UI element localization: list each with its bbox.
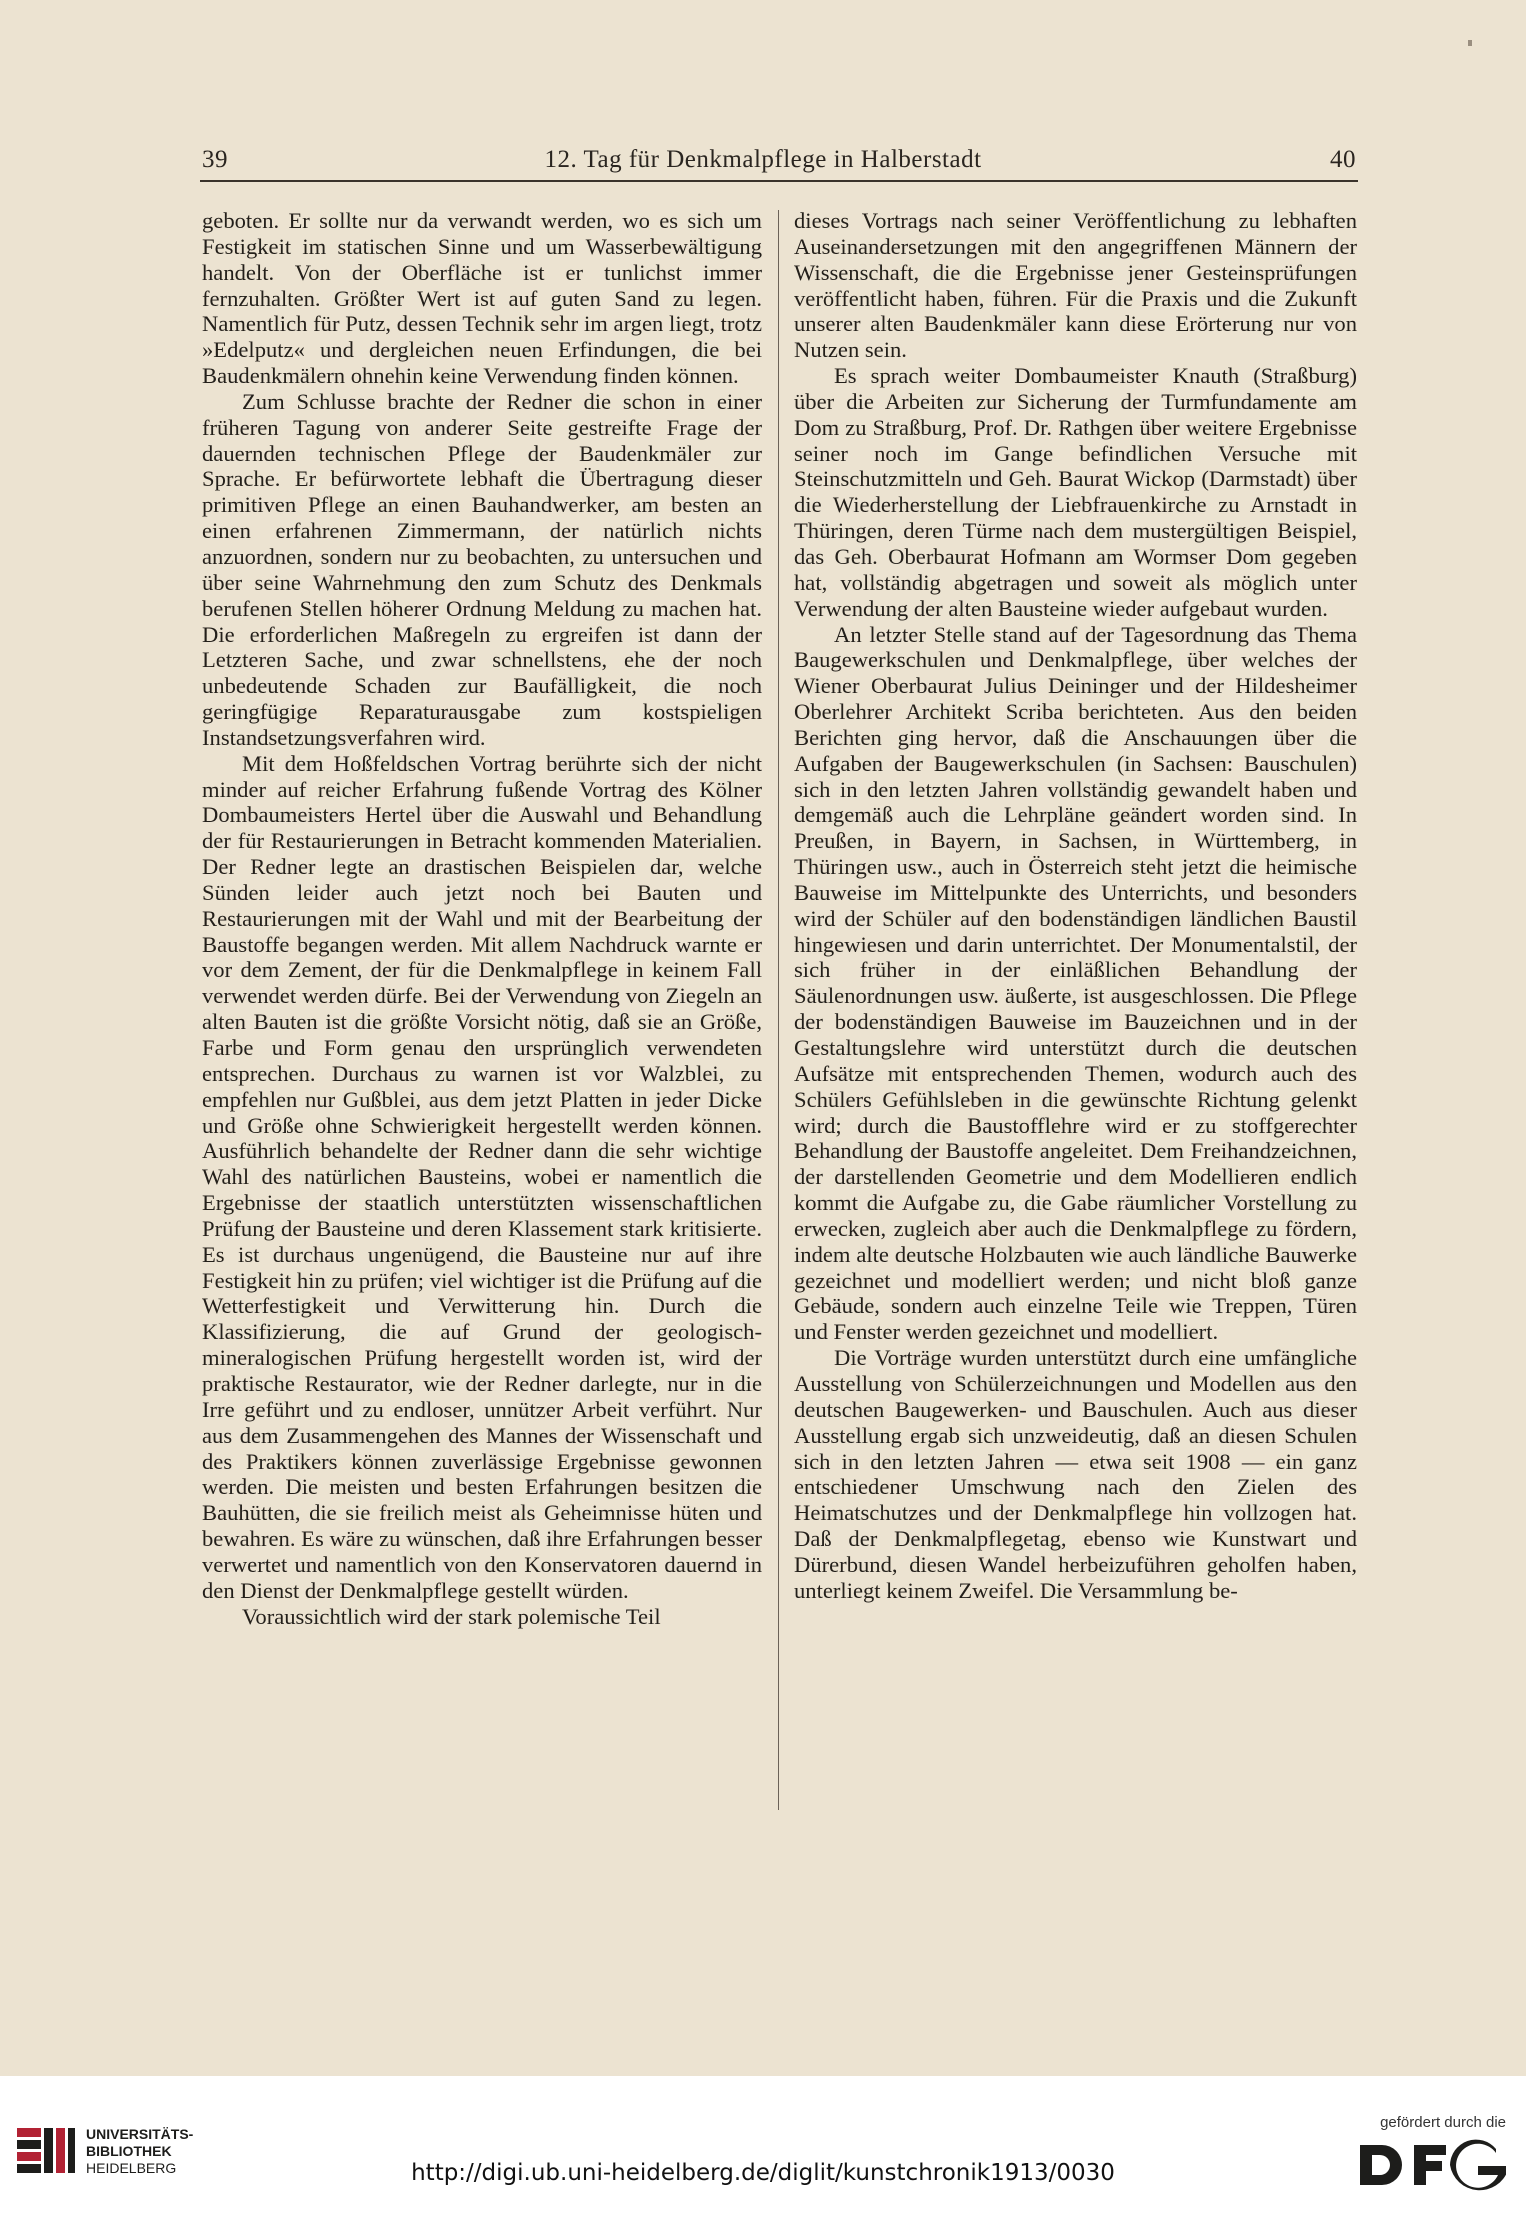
library-name-line: BIBLIOTHEK	[86, 2143, 172, 2159]
dfg-logo-icon	[1356, 2139, 1506, 2191]
funding-branding[interactable]	[1326, 2114, 1506, 2210]
paragraph: Zum Schlusse brachte der Redner die schon in einer früheren Tagung von anderer Seite gestreifte Frage der dauernden technischen Pflege der Baudenkmäler zur Sprache. Er befürwortete lebhaft die Übertragung dieser primitiven Pflege an einen Bauhandwerker, am besten an einen erfahrenen Zimmermann, der natürlich nichts anzuordnen, sondern nur zu beobachten, zu untersuchen und über seine Wahrnehmung den zum Schutz des Denkmals berufenen Stellen höherer Ordnung Meldung zu machen hat. Die erforderlichen Maßregeln zu ergreifen ist dann der Letzteren Sache, und zwar schnellstens, ehe der noch unbedeutende Schaden zur Baufälligkeit, die noch geringfügige Reparaturausgabe zum kostspieligen Instandsetzungsverfahren wird.	[202, 388, 762, 750]
scan-speck	[1468, 40, 1472, 46]
paragraph: dieses Vortrags nach seiner Veröffentlichung zu lebhaften Auseinandersetzungen mit den angegriffenen Männern der Wissenschaft, die die Ergebnisse jener Gesteinsprüfungen veröffentlicht haben, führen. Für die Praxis und die Zukunft unserer alten Baudenkmäler kann diese Erörterung nur von Nutzen sein.	[794, 208, 1357, 363]
paragraph: Mit dem Hoßfeldschen Vortrag berührte sich der nicht minder auf reicher Erfahrung fußende Vortrag des Kölner Dombaumeisters Hertel über die Auswahl und Behandlung der für Restaurierungen in Betracht kommenden Materialien. Der Redner legte an drastischen Beispielen dar, welche Sünden leider auch jetzt noch bei Bauten und Restaurierungen mit der Wahl und mit der Bearbeitung der Baustoffe begangen werden. Mit allem Nachdruck warnte er vor dem Zement, der für die Denkmalpflege in keinem Fall verwendet werden dürfe. Bei der Verwendung von Ziegeln an alten Bauten ist die größte Vorsicht nötig, daß sie an Größe, Farbe und Form genau den ursprünglich verwendeten entsprechen. Durchaus zu warnen ist vor Walzblei, zu empfehlen nur Gußblei, aus dem jetzt Platten in jeder Dicke und Größe ohne Schwierigkeit hergestellt werden können. Ausführlich behandelte der Redner dann die sehr wichtige Wahl des natürlichen Bausteins, wobei er namentlich die Ergebnisse der staatlich unterstützten wissenschaftlichen Prüfung der Bausteine und deren Klassement stark kritisierte. Es ist durchaus ungenügend, die Bausteine nur auf ihre Festigkeit hin zu prüfen; viel wichtiger ist die Prüfung auf die Wetterfestigkeit und Verwitterung hin. Durch die Klassifizierung, die auf Grund der geologisch-mineralogischen Prüfung hergestellt worden ist, wird der praktische Restaurator, wie der Redner darlegte, nur in die Irre geführt und zu endloser, unnützer Arbeit verführt. Nur aus dem Zusammengehen des Mannes der Wissenschaft und des Praktikers können zuverlässige Ergebnisse gewonnen werden. Die meisten und besten Erfahrungen besitzen die Bauhütten, die sie freilich meist als Geheimnisse hüten und bewahren. Es wäre zu wünschen, daß ihre Erfahrungen besser verwertet und namentlich von den Konservatoren dauernd in den Dienst der Denkmalpflege gestellt würden.	[202, 750, 762, 1603]
right-column	[794, 208, 1357, 1604]
paragraph: Voraussichtlich wird der stark polemische Teil	[242, 1603, 661, 1629]
library-name-line: UNIVERSITÄTS-	[86, 2126, 194, 2142]
running-header-title: 12. Tag für Denkmalpflege in Halberstadt	[544, 146, 982, 173]
funding-caption: gefördert durch die	[1380, 2114, 1506, 2131]
paragraph: An letzter Stelle stand auf der Tagesordnung das Thema Baugewerkschulen und Denkmalpflege, über welches der Wiener Oberbaurat Julius Deininger und der Hildesheimer Oberlehrer Architekt Scriba berichteten. Aus den beiden Berichten ging hervor, daß die Anschauungen über die Aufgaben der Baugewerkschulen (in Sachsen: Bauschulen) sich in den letzten Jahren vollständig gewandelt haben und demgemäß auch die Lehrpläne geändert worden sind. In Preußen, in Bayern, in Sachsen, in Württemberg, in Thüringen usw., auch in Österreich steht jetzt die heimische Bauweise im Mittelpunkte des Unterrichts, und besonders wird der Schüler auf den bodenständigen ländlichen Baustil hingewiesen und darin unterrichtet. Der Monumentalstil, der sich früher in der einläßlichen Behandlung der Säulenordnungen usw. äußerte, ist ausgeschlossen. Die Pflege der bodenständigen Bauweise im Bauzeichnen und in der Gestaltungslehre wird unterstützt durch die deutschen Aufsätze mit entsprechenden Themen, wodurch auch des Schülers Gefühlsleben in die gewünschte Richtung gelenkt wird; durch die Baustofflehre wird er zu stoffgerechter Behandlung der Baustoffe angeleitet. Dem Freihandzeichnen, der darstellenden Geometrie und dem Modellieren endlich kommt die Aufgabe zu, die Gabe räumlicher Vorstellung zu erwecken, zugleich aber auch die Denkmalpflege zu fördern, indem alte deutsche Holzbauten wie auch ländliche Bauwerke gezeichnet und modelliert werden; und nicht bloß ganze Gebäude, sondern auch einzelne Teile wie Treppen, Türen und Fenster werden gezeichnet und modelliert.	[794, 621, 1357, 1345]
page-number-left: 39	[202, 146, 228, 173]
paragraph: geboten. Er sollte nur da verwandt werden, wo es sich um Festigkeit im statischen Sinne und um Wasserbewältigung handelt. Von der Oberfläche ist er tunlichst immer fernzuhalten. Größter Wert ist auf guten Sand zu legen. Namentlich für Putz, dessen Technik sehr im argen liegt, trotz »Edelputz« und dergleichen neuen Erfindungen, die bei Baudenkmälern ohnehin keine Verwendung finden können.	[202, 208, 762, 389]
header-rule	[200, 180, 1358, 182]
digitization-url[interactable]: http://digi.ub.uni-heidelberg.de/diglit/kunstchronik1913/0030	[411, 2160, 1115, 2186]
viewer-footer	[0, 2076, 1526, 2216]
page-number-right: 40	[1330, 146, 1356, 173]
paragraph: Die Vorträge wurden unterstützt durch eine umfängliche Ausstellung von Schülerzeichnungen und Modellen aus den deutschen Baugewerken- und Bauschulen. Auch aus dieser Ausstellung ergab sich unzweideutig, daß an diesen Schulen sich in den letzten Jahren — etwa seit 1908 — ein ganz entschiedener Umschwung nach den Zielen des Heimatschutzes und der Denkmalpflege hin vollzogen hat. Daß der Denkmalpflegetag, ebenso wie Kunstwart und Dürerbund, diesen Wandel herbeizuführen geholfen haben, unterliegt keinem Zweifel. Die Versammlung be-	[794, 1345, 1357, 1603]
library-name-line: HEIDELBERG	[86, 2160, 177, 2176]
paragraph: Es sprach weiter Dombaumeister Knauth (Straßburg) über die Arbeiten zur Sicherung der Turmfundamente am Dom zu Straßburg, Prof. Dr. Rathgen über weitere Ergebnisse seiner noch im Gange befindlichen Versuche mit Steinschutzmitteln und Geh. Baurat Wickop (Darmstadt) über die Wiederherstellung der Liebfrauenkirche zu Arnstadt in Thüringen, deren Türme nach dem mustergültigen Beispiel, das Geh. Oberbaurat Hofmann am Wormser Dom gegeben hat, vollständig abgetragen und soweit als möglich unter Verwendung der alten Bausteine wieder aufgebaut wurden.	[794, 363, 1357, 621]
left-column	[202, 208, 762, 1629]
column-divider	[778, 210, 779, 1810]
